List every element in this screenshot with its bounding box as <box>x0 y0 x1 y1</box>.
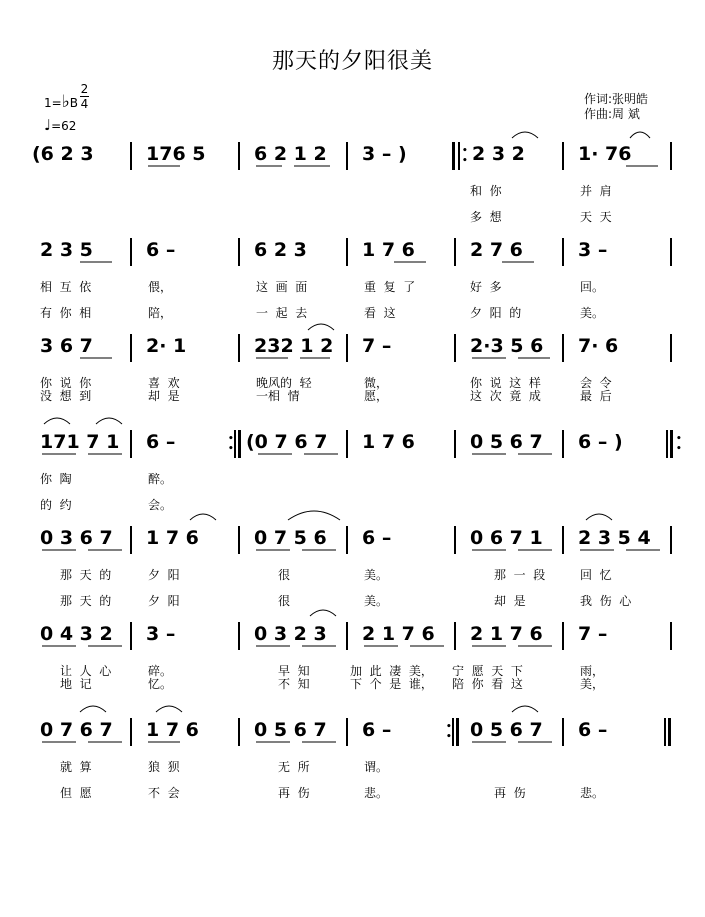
repeat-end-thick <box>238 430 241 458</box>
measure-6: 7 – <box>578 623 608 645</box>
composer-credit: 作曲:周 斌 <box>584 107 640 121</box>
lyric-line-1b-m6: 天 天 <box>580 210 612 224</box>
repeat-dots: • • <box>462 146 468 166</box>
lyric-line-2a-m3: 这 画 面 <box>256 280 308 294</box>
slur-mark <box>584 510 614 522</box>
lyric-line-6b-m2: 忆。 <box>148 677 173 691</box>
lyric-line-6a-m1: 让 人 心 <box>60 664 112 678</box>
lyric-line-3a-m6: 会 令 <box>580 376 612 390</box>
lyric-line-2a-m5: 好 多 <box>470 280 502 294</box>
lyric-line-7b-m4: 悲。 <box>364 786 389 800</box>
measure-1: 2 3 5 <box>40 239 93 261</box>
underline-beats <box>470 644 554 652</box>
slur-mark <box>628 128 652 140</box>
lyric-line-7b-m1: 但 愿 <box>60 786 92 800</box>
repeat-dots: • • <box>676 434 682 454</box>
lyric-line-3b-m3: 一相 情 <box>256 389 300 403</box>
underline-beats <box>256 452 340 460</box>
lyric-line-5b-m5: 却 是 <box>494 594 526 608</box>
measure-3: (0 7 6 7 <box>246 431 328 453</box>
barline <box>130 334 132 362</box>
lyric-line-3a-m4: 微， <box>364 376 389 390</box>
repeat-dots: • • <box>228 434 234 454</box>
lyric-line-5b-m3: 很 <box>278 594 291 608</box>
lyric-line-6a-m3: 早 知 <box>278 664 310 678</box>
measure-5: 0 5 6 7 <box>470 719 543 741</box>
measure-2: 6 – <box>146 239 176 261</box>
lyric-line-3a-m1: 你 说 你 <box>40 376 92 390</box>
slur-mark <box>188 510 218 522</box>
barline <box>562 142 564 170</box>
measure-3: 0 5 6 7 <box>254 719 327 741</box>
barline <box>562 718 564 746</box>
slur-mark <box>306 320 336 332</box>
lyric-line-7b-m2: 不 会 <box>148 786 180 800</box>
repeat-end-thin <box>666 430 668 458</box>
tempo-marking <box>44 116 76 134</box>
lyric-line-4a-m2: 醉。 <box>148 472 173 486</box>
score-system-5 <box>32 522 672 556</box>
barline <box>454 238 456 266</box>
underline-beats <box>500 260 540 268</box>
measure-2: 1 7 6 <box>146 719 199 741</box>
underline-beats <box>470 452 554 460</box>
score-system-6 <box>32 618 672 652</box>
measure-4: 2 1 7 6 <box>362 623 435 645</box>
repeat-end-thin <box>452 718 454 746</box>
measure-6: 1· 76 <box>578 143 632 165</box>
lyric-line-3a-m3: 晚风的 轻 <box>256 376 312 390</box>
barline <box>238 238 240 266</box>
lyric-line-2a-m4: 重 复 了 <box>364 280 416 294</box>
lyric-line-6a-m5: 宁 愿 天 下 <box>452 664 523 678</box>
lyric-line-3b-m5: 这 次 竟 成 <box>470 389 541 403</box>
lyric-line-5a-m4: 美。 <box>364 568 389 582</box>
lyric-line-5b-m2: 夕 阳 <box>148 594 180 608</box>
key-signature <box>44 92 78 112</box>
barline <box>670 622 672 650</box>
measure-3: 6 2 3 <box>254 239 307 261</box>
lyric-line-6a-m6: 雨， <box>580 664 605 678</box>
score-system-7 <box>32 714 672 748</box>
barline <box>346 430 348 458</box>
barline <box>130 622 132 650</box>
barline <box>454 334 456 362</box>
underline-beats <box>40 644 124 652</box>
lyric-line-1a-m6: 并 肩 <box>580 184 612 198</box>
lyric-line-7b-m3: 再 伤 <box>278 786 310 800</box>
score-system-1 <box>32 138 672 172</box>
slur-mark <box>510 702 540 714</box>
lyric-line-2a-m6: 回。 <box>580 280 605 294</box>
underline-beats <box>78 356 118 364</box>
lyric-line-6b-m4: 下 个 是 谁， <box>350 677 433 691</box>
score-system-4 <box>32 426 682 460</box>
barline <box>238 142 240 170</box>
key-prefix: 1= <box>44 96 62 110</box>
barline <box>130 238 132 266</box>
barline <box>238 526 240 554</box>
barline <box>670 526 672 554</box>
underline-beats <box>392 260 432 268</box>
lyric-line-7a-m1: 就 算 <box>60 760 92 774</box>
underline-beats <box>254 740 338 748</box>
lyric-line-2b-m2: 陪， <box>148 306 173 320</box>
time-top: 2 <box>80 82 89 96</box>
underline-beats <box>470 548 554 556</box>
barline <box>238 334 240 362</box>
lyric-line-3b-m2: 却 是 <box>148 389 180 403</box>
lyric-line-5a-m1: 那 天 的 <box>60 568 112 582</box>
lyric-line-1a-m5: 和 你 <box>470 184 502 198</box>
measure-6: 6 – <box>578 719 608 741</box>
measure-4: 1 7 6 <box>362 239 415 261</box>
lyric-line-6b-m1: 地 记 <box>60 677 92 691</box>
lyric-line-2a-m1: 相 互 依 <box>40 280 92 294</box>
measure-1: 171 7 1 <box>40 431 120 453</box>
underline-beats <box>470 356 554 364</box>
repeat-start-thin <box>458 142 460 170</box>
measure-5: 2 1 7 6 <box>470 623 543 645</box>
song-title: 那天的夕阳很美 <box>271 49 433 74</box>
quarter-note-icon: ♩ <box>44 116 52 134</box>
barline <box>130 430 132 458</box>
underline-beats <box>624 164 664 172</box>
lyric-line-5a-m3: 很 <box>278 568 291 582</box>
lyric-line-5a-m5: 那 一 段 <box>494 568 546 582</box>
barline <box>562 238 564 266</box>
slur-mark <box>286 506 342 522</box>
underline-beats <box>40 452 124 460</box>
measure-3: 6 2 1 2 <box>254 143 327 165</box>
lyric-line-5a-m2: 夕 阳 <box>148 568 180 582</box>
measure-1: 0 4 3 2 <box>40 623 113 645</box>
measure-3: 0 7 5 6 <box>254 527 327 549</box>
measure-6: 6 – ) <box>578 431 623 453</box>
slur-mark <box>78 702 108 714</box>
measure-4: 6 – <box>362 527 392 549</box>
lyric-line-7a-m4: 谓。 <box>364 760 389 774</box>
lyricist-credit: 作词:张明皓 <box>584 92 649 106</box>
measure-4: 3 – ) <box>362 143 407 165</box>
underline-beats <box>362 644 446 652</box>
measure-2: 1 7 6 <box>146 527 199 549</box>
barline <box>346 238 348 266</box>
underline-beats <box>254 644 338 652</box>
barline <box>238 622 240 650</box>
underline-beats <box>254 548 338 556</box>
slur-mark <box>154 702 184 714</box>
lyric-line-4a-m1: 你 陶 <box>40 472 72 486</box>
lyric-line-5b-m4: 美。 <box>364 594 389 608</box>
key-letter: B <box>69 96 78 110</box>
time-bottom: 4 <box>80 97 89 111</box>
lyric-line-6b-m3: 不 知 <box>278 677 310 691</box>
lyric-line-3b-m4: 愿， <box>364 389 389 403</box>
final-barline-thick <box>668 718 671 746</box>
slur-mark <box>94 414 124 426</box>
measure-1: (6 2 3 <box>32 143 94 165</box>
barline <box>238 718 240 746</box>
tempo-value: =62 <box>51 119 77 133</box>
barline <box>130 142 132 170</box>
barline <box>562 622 564 650</box>
lyric-line-7b-m5: 再 伤 <box>494 786 526 800</box>
lyric-line-2b-m1: 有 你 相 <box>40 306 92 320</box>
measure-4: 1 7 6 <box>362 431 415 453</box>
barline <box>346 718 348 746</box>
measure-2: 2· 1 <box>146 335 187 357</box>
lyric-line-6a-m4: 加 此 凄 美， <box>350 664 433 678</box>
measure-2: 176 5 <box>146 143 206 165</box>
repeat-dots: • • <box>446 722 452 742</box>
lyric-line-6a-m2: 碎。 <box>148 664 173 678</box>
measure-4: 6 – <box>362 719 392 741</box>
barline <box>346 334 348 362</box>
lyric-line-3a-m5: 你 说 这 样 <box>470 376 541 390</box>
measure-3: 0 3 2 3 <box>254 623 327 645</box>
lyric-line-4b-m2: 会。 <box>148 498 173 512</box>
measure-6: 2 3 5 4 <box>578 527 651 549</box>
underline-beats <box>78 260 118 268</box>
measure-2: 6 – <box>146 431 176 453</box>
barline <box>454 526 456 554</box>
underline-beats <box>254 356 334 364</box>
underline-beats <box>146 740 186 748</box>
lyric-line-7a-m3: 无 所 <box>278 760 310 774</box>
underline-beats <box>146 164 186 172</box>
repeat-end-thin <box>234 430 236 458</box>
lyric-line-3b-m6: 最 后 <box>580 389 612 403</box>
measure-2: 3 – <box>146 623 176 645</box>
underline-beats <box>578 548 662 556</box>
lyric-line-2b-m4: 看 这 <box>364 306 396 320</box>
lyric-line-5b-m6: 我 伤 心 <box>580 594 632 608</box>
barline <box>346 142 348 170</box>
barline <box>562 430 564 458</box>
lyric-line-6b-m5: 陪 你 看 这 <box>452 677 523 691</box>
measure-1: 3 6 7 <box>40 335 93 357</box>
underline-beats <box>40 740 124 748</box>
measure-1: 0 3 6 7 <box>40 527 113 549</box>
measure-4: 7 – <box>362 335 392 357</box>
lyric-line-2b-m3: 一 起 去 <box>256 306 308 320</box>
repeat-end-thick <box>670 430 673 458</box>
barline <box>562 526 564 554</box>
score-system-3 <box>32 330 672 364</box>
lyric-line-7a-m2: 狼 狈 <box>148 760 180 774</box>
lyric-line-7b-m6: 悲。 <box>580 786 605 800</box>
lyric-line-2b-m5: 夕 阳 的 <box>470 306 522 320</box>
slur-mark <box>510 128 540 140</box>
barline <box>130 718 132 746</box>
barline <box>454 430 456 458</box>
measure-5: 2·3 5 6 <box>470 335 544 357</box>
barline <box>454 622 456 650</box>
underline-beats <box>40 548 124 556</box>
lyric-line-3b-m1: 没 想 到 <box>40 389 92 403</box>
barline <box>346 622 348 650</box>
flat-icon: ♭ <box>61 92 70 112</box>
slur-mark <box>42 414 72 426</box>
underline-beats <box>254 164 334 172</box>
lyric-line-1b-m5: 多 想 <box>470 210 502 224</box>
measure-5: 2 7 6 <box>470 239 523 261</box>
measure-1: 0 7 6 7 <box>40 719 113 741</box>
lyric-line-5b-m1: 那 天 的 <box>60 594 112 608</box>
lyric-line-4b-m1: 的 约 <box>40 498 72 512</box>
lyric-line-3a-m2: 喜 欢 <box>148 376 180 390</box>
lyric-line-6b-m6: 美， <box>580 677 605 691</box>
underline-beats <box>470 740 554 748</box>
time-signature <box>80 82 89 111</box>
barline <box>670 142 672 170</box>
measure-5: 2 3 2 <box>472 143 525 165</box>
measure-3: 232 1 2 <box>254 335 334 357</box>
measure-5: 0 6 7 1 <box>470 527 543 549</box>
barline <box>562 334 564 362</box>
barline <box>670 238 672 266</box>
lyric-line-5a-m6: 回 忆 <box>580 568 612 582</box>
measure-5: 0 5 6 7 <box>470 431 543 453</box>
repeat-start-thick <box>452 142 455 170</box>
slur-mark <box>308 606 338 618</box>
measure-6: 7· 6 <box>578 335 619 357</box>
measure-6: 3 – <box>578 239 608 261</box>
repeat-end-thick <box>456 718 459 746</box>
final-barline-thin <box>664 718 666 746</box>
barline <box>346 526 348 554</box>
score-system-2 <box>32 234 672 268</box>
barline <box>130 526 132 554</box>
lyric-line-2a-m2: 偎， <box>148 280 173 294</box>
lyric-line-2b-m6: 美。 <box>580 306 605 320</box>
barline <box>670 334 672 362</box>
